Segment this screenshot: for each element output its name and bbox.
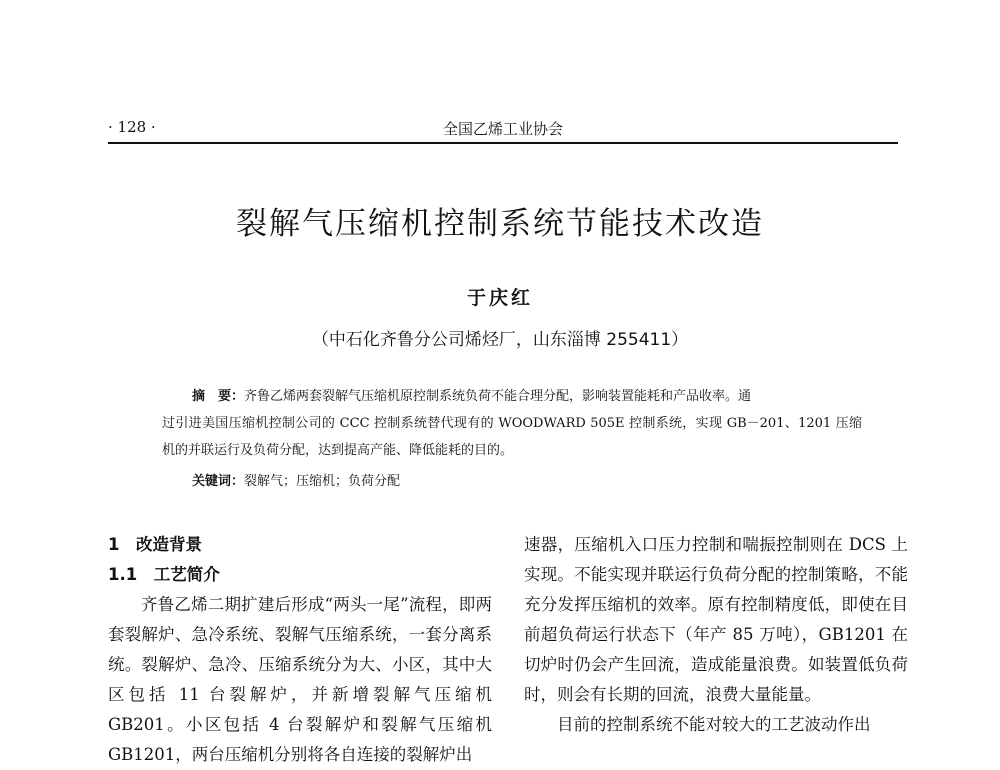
keywords-label: 关键词：	[192, 474, 245, 489]
keywords-text: 裂解气；压缩机；负荷分配	[244, 474, 401, 489]
body-paragraph-right-1: 速器，压缩机入口压力控制和喘振控制则在 DCS 上实现。不能实现并联运行负荷分配的控制策略，不能充分发挥压缩机的效率。原有控制精度低，即使在目前超负荷运行状态下（年产 85 万吨），GB1201 在切炉时仍会产生回流，造成能量浪费。如装置低负荷时，则会有长期的回流，浪费大量能量。	[524, 535, 908, 704]
abstract	[162, 383, 862, 464]
body-column-left	[108, 530, 492, 770]
abstract-label: 摘 要：	[192, 389, 245, 404]
author-affiliation: （中石化齐鲁分公司烯烃厂，山东淄博 255411）	[311, 330, 689, 350]
abstract-text-line1: 齐鲁乙烯两套裂解气压缩机原控制系统负荷不能合理分配，影响装置能耗和产品收率。通	[244, 389, 752, 404]
body-column-right	[524, 530, 908, 740]
keywords	[192, 470, 400, 489]
section-1-heading: 1 改造背景	[108, 535, 202, 554]
journal-name: 全国乙烯工业协会	[442, 120, 563, 138]
paper-title: 裂解气压缩机控制系统节能技术改造	[236, 206, 764, 242]
abstract-text-rest: 过引进美国压缩机控制公司的 CCC 控制系统替代现有的 WOODWARD 505E 控制系统，实现 GB－201、1201 压缩机的并联运行及负荷分配，达到提高产能、降低能耗的目的。	[162, 416, 862, 458]
body-paragraph-right-2: 目前的控制系统不能对较大的工艺波动作出	[557, 715, 871, 734]
author-name: 于庆红	[466, 287, 533, 309]
page-number: · 128 ·	[108, 118, 156, 136]
page-header	[108, 118, 898, 144]
body-paragraph-left: 齐鲁乙烯二期扩建后形成“两头一尾”流程，即两套裂解炉、急冷系统、裂解气压缩系统，一套分离系统。裂解炉、急冷、压缩系统分为大、小区，其中大区包括 11 台裂解炉，并新增裂解气压缩机 GB201。小区包括 4 台裂解炉和裂解气压缩机 GB1201，两台压缩机分别将各自连接的裂解炉出	[108, 595, 492, 764]
abstract-first-line	[162, 383, 862, 410]
section-1-1-heading: 1.1 工艺简介	[108, 565, 220, 584]
